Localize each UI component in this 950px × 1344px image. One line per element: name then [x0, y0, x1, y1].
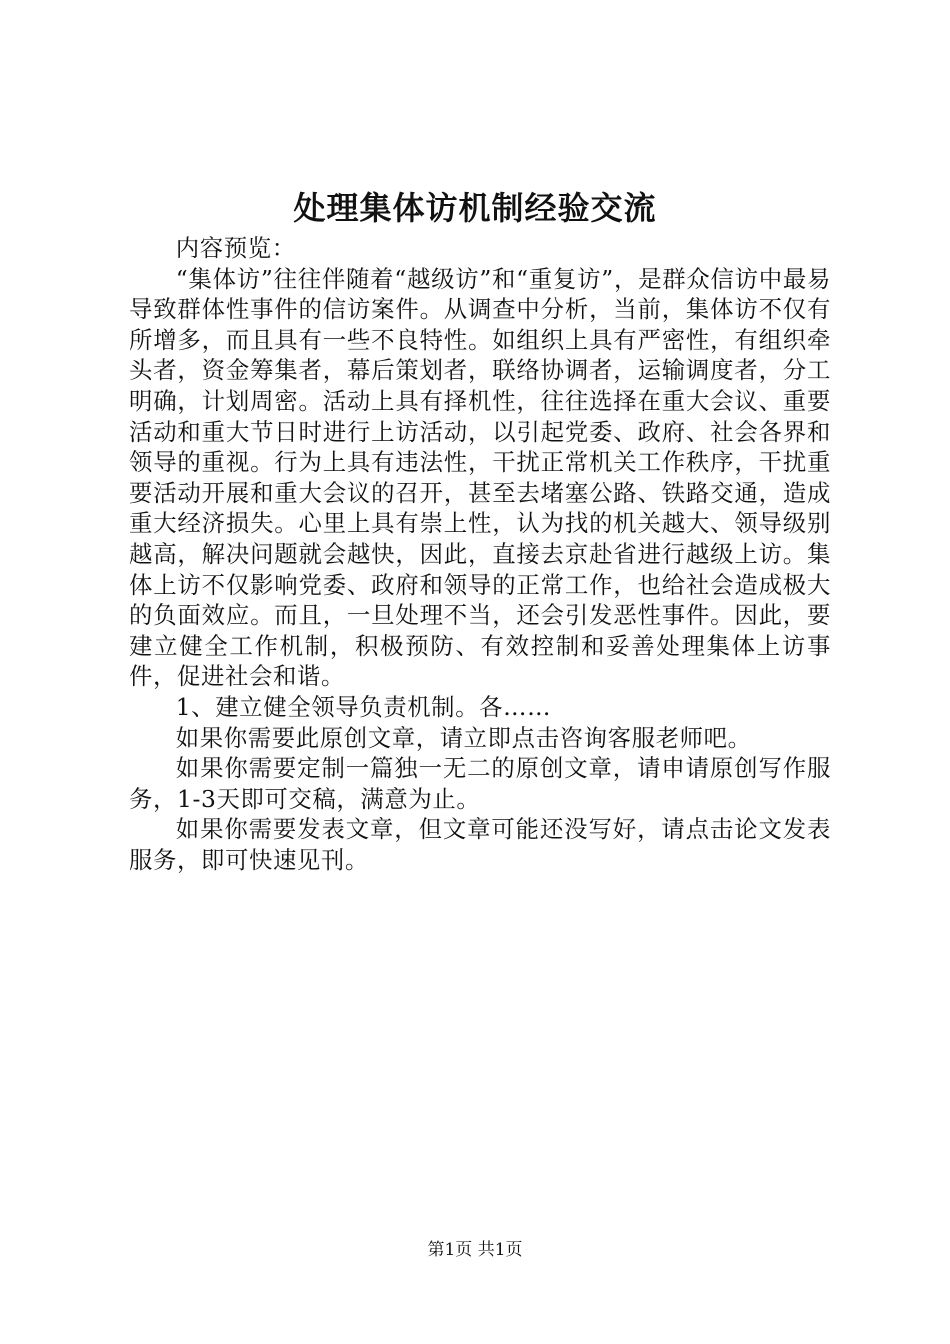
document-title: 处理集体访机制经验交流 — [293, 189, 657, 227]
page-footer: 第1页 共1页 — [427, 1240, 523, 1260]
document-body — [129, 233, 831, 875]
preview-label: 内容预览： — [175, 234, 296, 262]
paragraph-publish: 如果你需要发表文章，但文章可能还没写好，请点击论文发表服务，即可快速见刊。 — [129, 815, 831, 874]
paragraph-custom-writing: 如果你需要定制一篇独一无二的原创文章，请申请原创写作服务，1-3天即可交稿，满意为止。 — [129, 754, 831, 813]
paragraph-intro: “集体访”往往伴随着“越级访”和“重复访”，是群众信访中最易导致群体性事件的信访案件。从调查中分析，当前，集体访不仅有所增多，而且具有一些不良特性。如组织上具有严密性，有组织牵头者，资金筹集者，幕后策划者，联络协调者，运输调度者，分工明确，计划周密。活动上具有择机性，往往选择在重大会议、重要活动和重大节日时进行上访活动，以引起党委、政府、社会各界和领导的重视。行为上具有违法性，干扰正常机关工作秩序，干扰重要活动开展和重大会议的召开，甚至去堵塞公路、铁路交通，造成重大经济损失。心里上具有崇上性，认为找的机关越大、领导级别越高，解决问题就会越快，因此，直接去京赴省进行越级上访。集体上访不仅影响党委、政府和领导的正常工作，也给社会造成极大的负面效应。而且，一旦处理不当，还会引发恶性事件。因此，要建立健全工作机制，积极预防、有效控制和妥善处理集体上访事件，促进社会和谐。 — [129, 264, 831, 691]
paragraph-point-1: 1、建立健全领导负责机制。各…… — [175, 692, 552, 721]
paragraph-consult: 如果你需要此原创文章，请立即点击咨询客服老师吧。 — [175, 723, 752, 752]
